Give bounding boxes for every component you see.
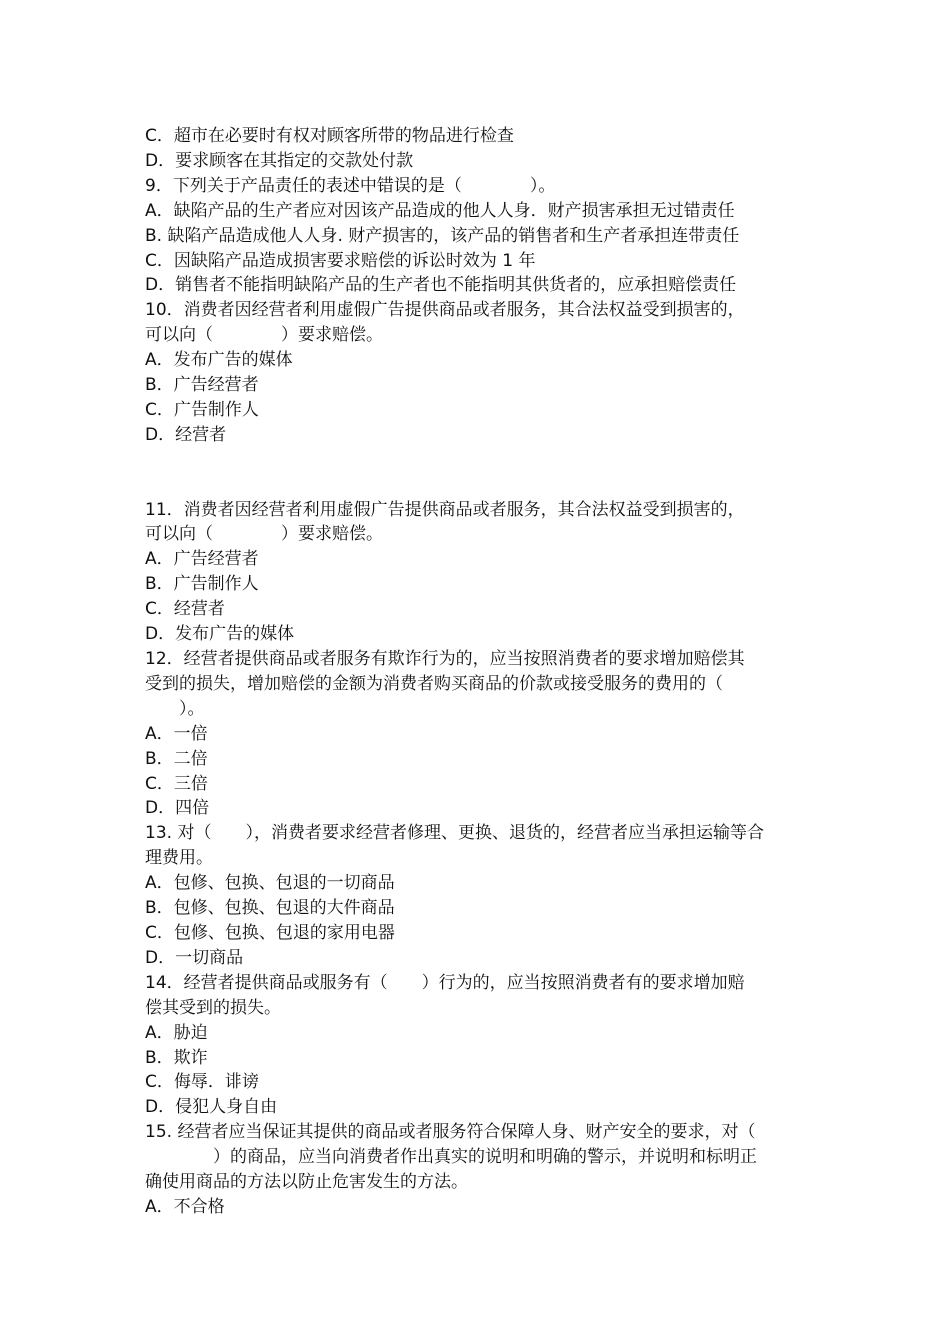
document-page — [145, 124, 810, 1220]
option-line: D．经营者 — [145, 424, 227, 445]
option-line: D．侵犯人身自由 — [145, 1097, 278, 1118]
question-12-stem-cont: 受到的损失，增加赔偿的金额为消费者购买商品的价款或接受服务的费用的（ — [145, 673, 723, 694]
option-line: D．发布广告的媒体 — [145, 624, 295, 645]
option-line: C．包修、包换、包退的家用电器 — [145, 922, 395, 943]
question-14-stem-cont: 偿其受到的损失。 — [145, 997, 281, 1018]
question-12-stem-cont: ）。 — [145, 698, 205, 719]
option-line: C．因缺陷产品造成损害要求赔偿的诉讼时效为 1 年 — [145, 250, 536, 271]
option-line: A．胁迫 — [145, 1022, 208, 1043]
option-line: A．缺陷产品的生产者应对因该产品造成的他人人身．财产损害承担无过错责任 — [145, 200, 735, 221]
question-13-stem: 13. 对（ ），消费者要求经营者修理、更换、退货的，经营者应当承担运输等合 — [145, 823, 764, 844]
option-line: A．一倍 — [145, 723, 208, 744]
question-12-stem: 12．经营者提供商品或者服务有欺诈行为的，应当按照消费者的要求增加赔偿其 — [145, 649, 745, 670]
option-line: C．广告制作人 — [145, 399, 259, 420]
option-line: C．经营者 — [145, 599, 225, 620]
option-line: B．欺诈 — [145, 1047, 208, 1068]
option-line: D．销售者不能指明缺陷产品的生产者也不能指明其供货者的，应承担赔偿责任 — [145, 275, 737, 296]
option-line: C．侮辱．诽谤 — [145, 1072, 259, 1093]
question-10-stem-cont: 可以向（ ）要求赔偿。 — [145, 325, 383, 346]
option-line: A．不合格 — [145, 1196, 225, 1217]
question-13-stem-cont: 理费用。 — [145, 848, 213, 869]
question-14-stem: 14．经营者提供商品或服务有（ ）行为的，应当按照消费者有的要求增加赔 — [145, 972, 745, 993]
blank-gap — [145, 448, 810, 498]
option-line: D．四倍 — [145, 798, 210, 819]
option-line: B．广告经营者 — [145, 375, 259, 396]
option-line: D．要求顾客在其指定的交款处付款 — [145, 150, 414, 171]
question-11-stem-cont: 可以向（ ）要求赔偿。 — [145, 524, 383, 545]
question-11-stem: 11．消费者因经营者利用虚假广告提供商品或者服务，其合法权益受到损害的， — [145, 499, 745, 520]
option-line: A．广告经营者 — [145, 549, 259, 570]
option-line: B. 缺陷产品造成他人人身. 财产损害的，该产品的销售者和生产者承担连带责任 — [145, 225, 740, 246]
question-15-stem: 15. 经营者应当保证其提供的商品或者服务符合保障人身、财产安全的要求，对（ — [145, 1122, 756, 1143]
option-line: A．包修、包换、包退的一切商品 — [145, 873, 395, 894]
option-line: D．一切商品 — [145, 947, 244, 968]
option-line: B．包修、包换、包退的大件商品 — [145, 898, 395, 919]
question-block-upper — [145, 124, 810, 448]
option-line: C．三倍 — [145, 773, 208, 794]
option-line: B．广告制作人 — [145, 574, 259, 595]
question-15-stem-cont: 确使用商品的方法以防止危害发生的方法。 — [145, 1172, 468, 1193]
option-line: A．发布广告的媒体 — [145, 350, 293, 371]
option-line: B．二倍 — [145, 748, 208, 769]
question-9-stem: 9．下列关于产品责任的表述中错误的是（ ）。 — [145, 175, 556, 196]
question-10-stem: 10．消费者因经营者利用虚假广告提供商品或者服务，其合法权益受到损害的， — [145, 300, 745, 321]
question-block-lower — [145, 498, 810, 1220]
option-line: C．超市在必要时有权对顾客所带的物品进行检查 — [145, 126, 514, 146]
question-15-stem-cont: ）的商品，应当向消费者作出真实的说明和明确的警示，并说明和标明正 — [145, 1147, 757, 1168]
